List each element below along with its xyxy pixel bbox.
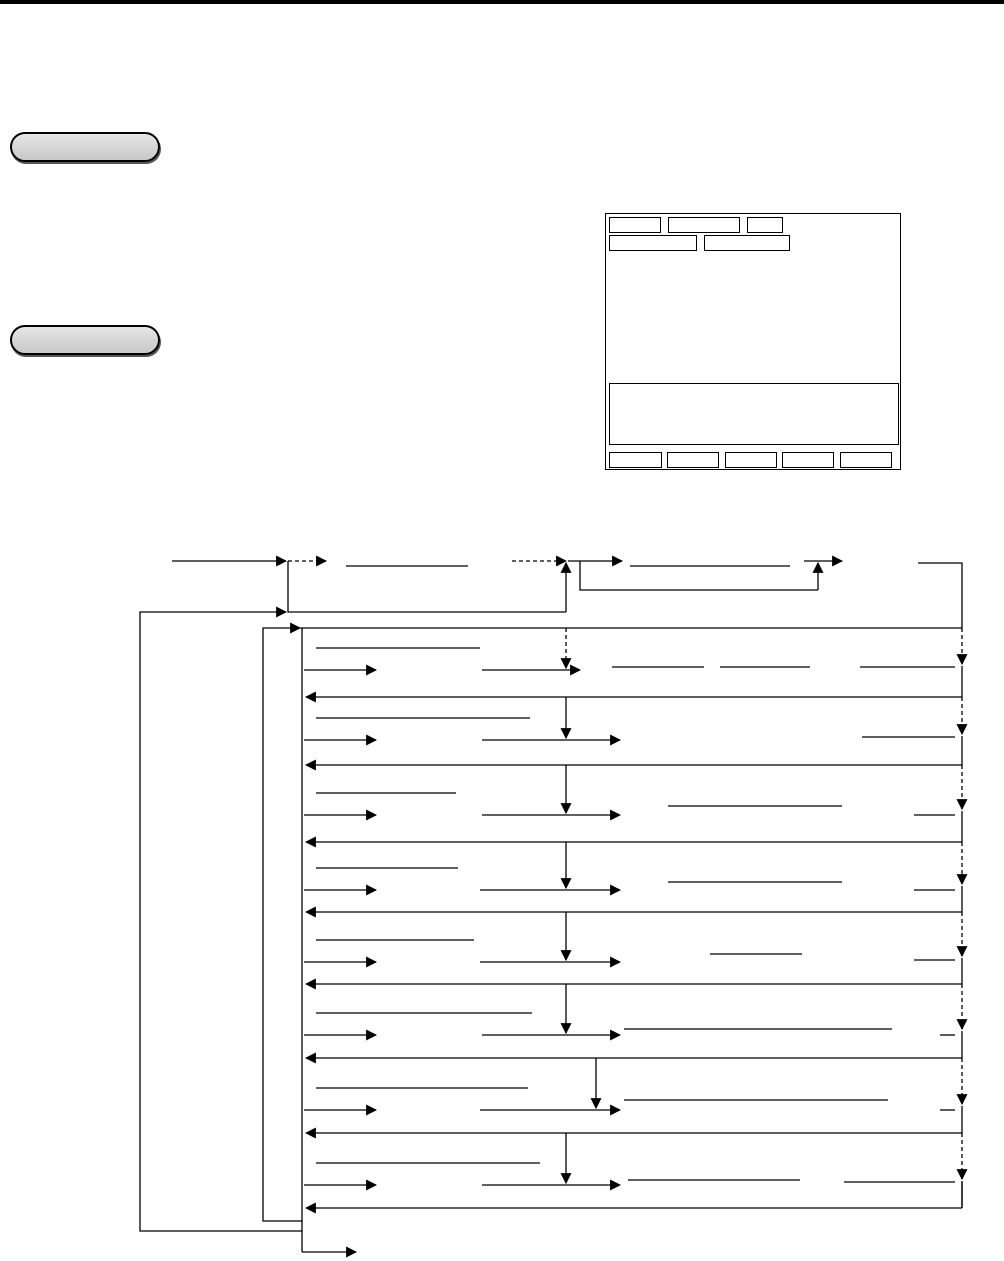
flow-inner-loop xyxy=(263,628,302,1221)
flow-right-drop xyxy=(918,563,962,628)
flow-top-bracket xyxy=(288,561,566,612)
flow-outer-loop xyxy=(140,612,302,1231)
